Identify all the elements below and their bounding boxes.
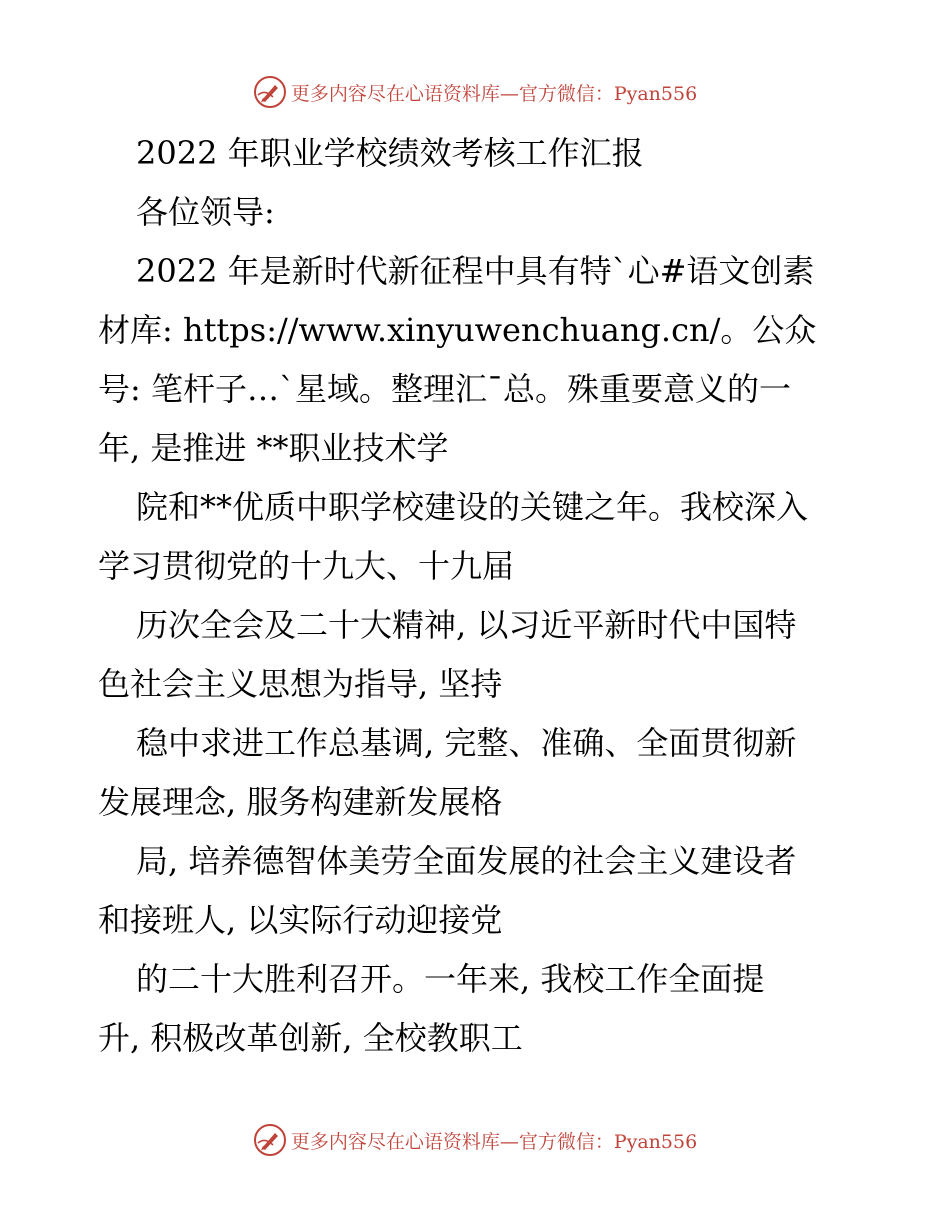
paragraph-line: 号: 笔杆子…`星域。整理汇¯总。殊重要意义的一 — [98, 370, 791, 408]
paragraph-line: 2022 年是新时代新征程中具有特`心#语文创素 — [136, 252, 815, 290]
document-title: 2022 年职业学校绩效考核工作汇报 — [136, 134, 644, 172]
header-banner-text: 更多内容尽在心语资料库—官方微信：Pyan556 — [290, 82, 698, 105]
paragraph-line: 年, 是推进 **职业技术学 — [98, 429, 449, 467]
salutation: 各位领导: — [136, 193, 275, 231]
paragraph-line: 的二十大胜利召开。一年来, 我校工作全面提 — [136, 960, 765, 998]
paragraph-line: 升, 积极改革创新, 全校教职工 — [98, 1019, 523, 1057]
paragraph-line: 学习贯彻党的十九大、十九届 — [98, 547, 515, 585]
paragraph-line: 材库: https://www.xinyuwenchuang.cn/。公众 — [98, 311, 817, 349]
paragraph-line: 历次全会及二十大精神, 以习近平新时代中国特 — [136, 606, 797, 644]
paragraph-line: 发展理念, 服务构建新发展格 — [98, 783, 503, 821]
paragraph-line: 院和**优质中职学校建设的关键之年。我校深入 — [136, 488, 809, 526]
footer-banner — [0, 1120, 950, 1160]
paragraph-line: 和接班人, 以实际行动迎接党 — [98, 901, 503, 939]
paragraph-line: 稳中求进工作总基调, 完整、准确、全面贯彻新 — [136, 724, 797, 762]
header-banner — [0, 72, 950, 112]
footer-banner-text: 更多内容尽在心语资料库—官方微信：Pyan556 — [290, 1130, 698, 1153]
paragraph-line: 色社会主义思想为指导, 坚持 — [98, 665, 503, 703]
pen-logo-icon — [253, 75, 287, 109]
paragraph-line: 局, 培养德智体美劳全面发展的社会主义建设者 — [136, 842, 797, 880]
document-body — [98, 124, 858, 1068]
pen-logo-icon — [253, 1123, 287, 1157]
